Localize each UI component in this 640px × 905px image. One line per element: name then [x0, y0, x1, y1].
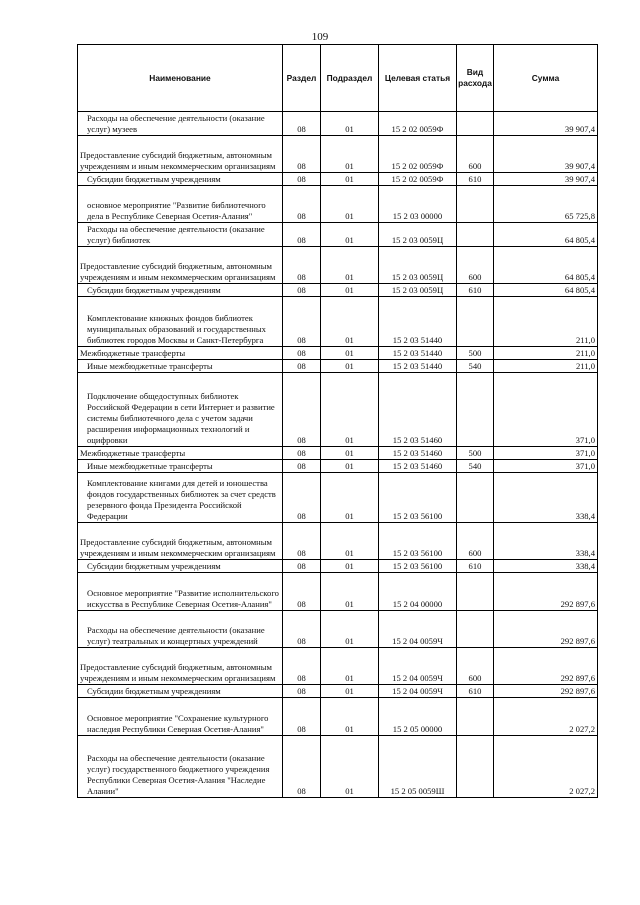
row-section: 08 [283, 473, 321, 523]
row-type: 500 [457, 447, 494, 460]
row-name: Расходы на обеспечение деятельности (оказание услуг) театральных и концертных учреждений [78, 611, 283, 648]
table-row [78, 112, 598, 136]
row-section: 08 [283, 112, 321, 136]
row-subsection: 01 [321, 523, 379, 560]
table-row [78, 560, 598, 573]
row-target: 15 2 02 0059Ф [379, 112, 457, 136]
row-name: Предоставление субсидий бюджетным, автономным учреждениям и иным некоммерческим организациям [78, 648, 283, 685]
row-type: 600 [457, 247, 494, 284]
row-section: 08 [283, 736, 321, 798]
row-subsection: 01 [321, 460, 379, 473]
row-name: Основное мероприятие "Сохранение культурного наследия Республики Северная Осетия-Алания" [78, 698, 283, 736]
row-name: Иные межбюджетные трансферты [78, 460, 283, 473]
row-sum: 371,0 [494, 447, 598, 460]
row-type: 610 [457, 685, 494, 698]
row-target: 15 2 02 0059Ф [379, 173, 457, 186]
row-type [457, 223, 494, 247]
row-subsection: 01 [321, 648, 379, 685]
row-sum: 338,4 [494, 473, 598, 523]
row-target: 15 2 04 0059Ч [379, 648, 457, 685]
row-subsection: 01 [321, 223, 379, 247]
row-name: Субсидии бюджетным учреждениям [78, 685, 283, 698]
row-sum: 371,0 [494, 460, 598, 473]
row-subsection: 01 [321, 360, 379, 373]
table-row [78, 447, 598, 460]
row-section: 08 [283, 347, 321, 360]
row-name: Предоставление субсидий бюджетным, автономным учреждениям и иным некоммерческим организациям [78, 523, 283, 560]
row-target: 15 2 03 51460 [379, 447, 457, 460]
table-row [78, 186, 598, 223]
row-sum: 39 907,4 [494, 112, 598, 136]
row-target: 15 2 04 00000 [379, 573, 457, 611]
row-type: 600 [457, 648, 494, 685]
row-subsection: 01 [321, 112, 379, 136]
row-type: 540 [457, 360, 494, 373]
row-target: 15 2 03 51440 [379, 347, 457, 360]
row-name: Расходы на обеспечение деятельности (оказание услуг) библиотек [78, 223, 283, 247]
row-section: 08 [283, 611, 321, 648]
row-sum: 2 027,2 [494, 736, 598, 798]
row-name: Субсидии бюджетным учреждениям [78, 173, 283, 186]
header-subsection: Подраздел [321, 45, 379, 112]
row-sum: 39 907,4 [494, 173, 598, 186]
header-sum: Сумма [494, 45, 598, 112]
row-type [457, 297, 494, 347]
row-subsection: 01 [321, 573, 379, 611]
table-row [78, 460, 598, 473]
row-target: 15 2 03 51440 [379, 297, 457, 347]
row-section: 08 [283, 523, 321, 560]
row-name: Субсидии бюджетным учреждениям [78, 560, 283, 573]
row-section: 08 [283, 648, 321, 685]
row-sum: 292 897,6 [494, 685, 598, 698]
table-row [78, 360, 598, 373]
row-sum: 338,4 [494, 560, 598, 573]
row-sum: 2 027,2 [494, 698, 598, 736]
row-subsection: 01 [321, 698, 379, 736]
row-subsection: 01 [321, 347, 379, 360]
table-row [78, 284, 598, 297]
row-type [457, 611, 494, 648]
row-section: 08 [283, 460, 321, 473]
row-name: Расходы на обеспечение деятельности (оказание услуг) государственного бюджетного учреждения Республики Северная Осетия-Алания "Наследие Алании" [78, 736, 283, 798]
row-target: 15 2 03 0059Ц [379, 284, 457, 297]
row-sum: 211,0 [494, 347, 598, 360]
row-subsection: 01 [321, 736, 379, 798]
row-sum: 39 907,4 [494, 136, 598, 173]
row-sum: 211,0 [494, 360, 598, 373]
table-row [78, 247, 598, 284]
table-row [78, 373, 598, 447]
row-sum: 338,4 [494, 523, 598, 560]
table-row [78, 136, 598, 173]
row-name: основное мероприятие "Развитие библиотечного дела в Республике Северная Осетия-Алания" [78, 186, 283, 223]
row-sum: 64 805,4 [494, 223, 598, 247]
row-type: 600 [457, 136, 494, 173]
row-section: 08 [283, 136, 321, 173]
row-type [457, 473, 494, 523]
row-type [457, 736, 494, 798]
row-name: Комплектование книгами для детей и юношества фондов государственных библиотек за счет средств резервного фонда Президента Российской Федерации [78, 473, 283, 523]
row-section: 08 [283, 247, 321, 284]
row-section: 08 [283, 223, 321, 247]
row-target: 15 2 03 56100 [379, 473, 457, 523]
row-name: Субсидии бюджетным учреждениям [78, 284, 283, 297]
row-type [457, 186, 494, 223]
row-sum: 64 805,4 [494, 247, 598, 284]
row-target: 15 2 03 56100 [379, 560, 457, 573]
row-type: 610 [457, 173, 494, 186]
row-section: 08 [283, 573, 321, 611]
row-type [457, 112, 494, 136]
row-sum: 64 805,4 [494, 284, 598, 297]
row-subsection: 01 [321, 560, 379, 573]
table-row [78, 648, 598, 685]
table-row [78, 611, 598, 648]
row-target: 15 2 03 51440 [379, 360, 457, 373]
header-target: Целевая статья [379, 45, 457, 112]
row-sum: 371,0 [494, 373, 598, 447]
row-section: 08 [283, 297, 321, 347]
row-subsection: 01 [321, 473, 379, 523]
row-subsection: 01 [321, 373, 379, 447]
row-subsection: 01 [321, 297, 379, 347]
row-target: 15 2 05 00000 [379, 698, 457, 736]
row-type: 610 [457, 284, 494, 297]
row-target: 15 2 03 56100 [379, 523, 457, 560]
table-row [78, 698, 598, 736]
table-row [78, 523, 598, 560]
row-subsection: 01 [321, 247, 379, 284]
table-row [78, 297, 598, 347]
row-type: 600 [457, 523, 494, 560]
row-subsection: 01 [321, 685, 379, 698]
row-target: 15 2 05 0059Ш [379, 736, 457, 798]
row-type: 540 [457, 460, 494, 473]
row-section: 08 [283, 447, 321, 460]
table-row [78, 573, 598, 611]
row-section: 08 [283, 685, 321, 698]
row-sum: 292 897,6 [494, 611, 598, 648]
row-name: Межбюджетные трансферты [78, 447, 283, 460]
row-name: Основное мероприятие "Развитие исполнительского искусства в Республике Северная Осетия-Алания" [78, 573, 283, 611]
row-target: 15 2 03 00000 [379, 186, 457, 223]
row-section: 08 [283, 173, 321, 186]
row-name: Межбюджетные трансферты [78, 347, 283, 360]
row-subsection: 01 [321, 173, 379, 186]
header-expense-type: Вид расхода [457, 45, 494, 112]
header-row [78, 45, 598, 112]
row-name: Расходы на обеспечение деятельности (оказание услуг) музеев [78, 112, 283, 136]
row-target: 15 2 03 51460 [379, 373, 457, 447]
row-name: Предоставление субсидий бюджетным, автономным учреждениям и иным некоммерческим организациям [78, 136, 283, 173]
row-target: 15 2 04 0059Ч [379, 685, 457, 698]
table-row [78, 685, 598, 698]
row-sum: 292 897,6 [494, 648, 598, 685]
row-target: 15 2 03 0059Ц [379, 223, 457, 247]
row-type [457, 698, 494, 736]
budget-table [77, 44, 598, 798]
row-name: Предоставление субсидий бюджетным, автономным учреждениям и иным некоммерческим организациям [78, 247, 283, 284]
table-row [78, 736, 598, 798]
row-type: 500 [457, 347, 494, 360]
row-section: 08 [283, 360, 321, 373]
row-type [457, 573, 494, 611]
page-number: 109 [311, 31, 329, 43]
table-row [78, 347, 598, 360]
row-section: 08 [283, 560, 321, 573]
row-section: 08 [283, 186, 321, 223]
row-target: 15 2 02 0059Ф [379, 136, 457, 173]
row-subsection: 01 [321, 611, 379, 648]
row-type [457, 373, 494, 447]
row-sum: 65 725,8 [494, 186, 598, 223]
row-subsection: 01 [321, 136, 379, 173]
row-subsection: 01 [321, 284, 379, 297]
row-name: Комплектование книжных фондов библиотек муниципальных образований и государственных библиотек городов Москвы и Санкт-Петербурга [78, 297, 283, 347]
table-row [78, 473, 598, 523]
row-section: 08 [283, 698, 321, 736]
row-target: 15 2 03 0059Ц [379, 247, 457, 284]
row-section: 08 [283, 284, 321, 297]
row-target: 15 2 04 0059Ч [379, 611, 457, 648]
row-type: 610 [457, 560, 494, 573]
row-sum: 292 897,6 [494, 573, 598, 611]
row-section: 08 [283, 373, 321, 447]
table-row [78, 173, 598, 186]
header-section: Раздел [283, 45, 321, 112]
row-sum: 211,0 [494, 297, 598, 347]
row-subsection: 01 [321, 186, 379, 223]
row-name: Иные межбюджетные трансферты [78, 360, 283, 373]
row-name: Подключение общедоступных библиотек Российской Федерации в сети Интернет и развитие системы библиотечного дела с учетом задачи расширения информационных технологий и оцифровки [78, 373, 283, 447]
table-row [78, 223, 598, 247]
row-target: 15 2 03 51460 [379, 460, 457, 473]
header-name: Наименование [78, 45, 283, 112]
row-subsection: 01 [321, 447, 379, 460]
